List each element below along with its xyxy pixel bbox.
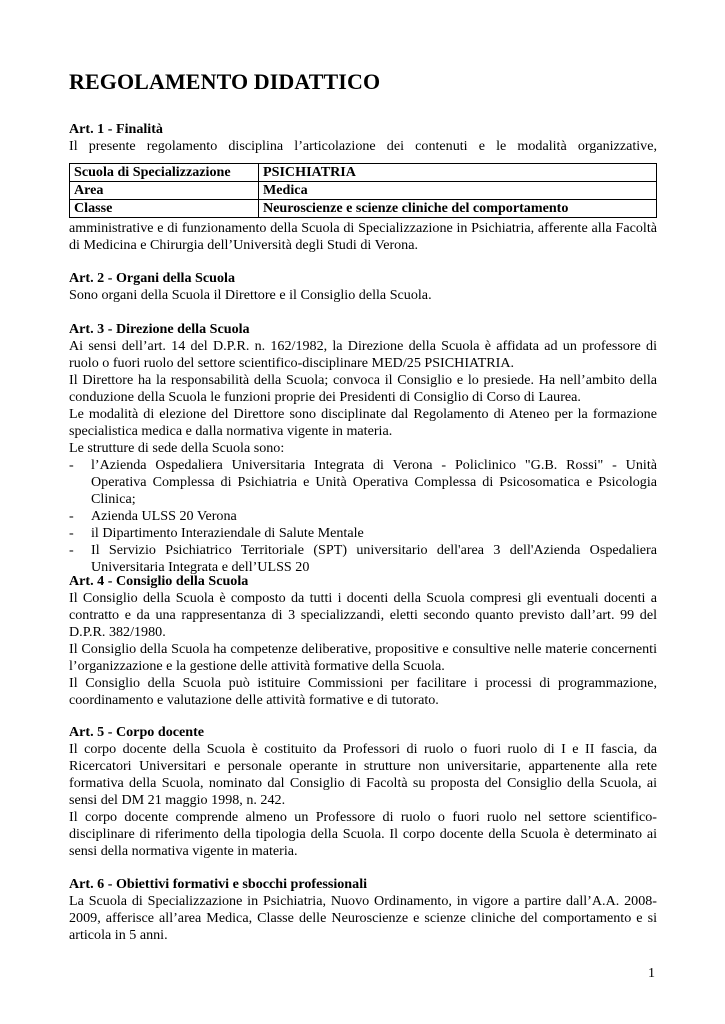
article-2 xyxy=(69,270,657,304)
list-item: - il Dipartimento Interaziendale di Salute Mentale xyxy=(69,525,657,542)
article-5-heading: Art. 5 - Corpo docente xyxy=(69,724,205,740)
article-3-paragraph: Le strutture di sede della Scuola sono: xyxy=(69,440,285,456)
table-row xyxy=(70,182,657,200)
structures-list xyxy=(69,457,657,576)
article-4-paragraph: Il Consiglio della Scuola ha competenze deliberative, propositive e consultive nelle materie concernenti l’organizzazione e la gestione delle attività formative della Scuola. xyxy=(69,641,657,674)
list-item: - Il Servizio Psichiatrico Territoriale (SPT) universitario dell'area 3 dell'Azienda Ospedaliera Universitaria Integrata e dell’ULSS 20 xyxy=(69,542,657,576)
article-4 xyxy=(69,573,657,709)
article-6-heading: Art. 6 - Obiettivi formativi e sbocchi professionali xyxy=(69,876,368,892)
list-item: - l’Azienda Ospedaliera Universitaria Integrata di Verona - Policlinico "G.B. Rossi" - Unità Operativa Complessa di Psichiatria e Unità Operativa Complessa di Psicosomatica e Psicologia Clinica; xyxy=(69,457,657,508)
article-6 xyxy=(69,876,657,944)
article-3-paragraph: Ai sensi dell’art. 14 del D.P.R. n. 162/1982, la Direzione della Scuola è affidata ad un professore di ruolo o fuori ruolo del settore scientifico-disciplinare MED/25 PSICHIATRIA. xyxy=(69,338,657,371)
article-6-paragraph: La Scuola di Specializzazione in Psichiatria, Nuovo Ordinamento, in vigore a partire dall’A.A. 2008-2009, afferisce all’area Medica, Classe delle Neuroscienze e scienze cliniche del comportamento e si articola in 5 anni. xyxy=(69,893,657,943)
article-5-paragraph: Il corpo docente comprende almeno un Professore di ruolo o fuori ruolo nel settore scientifico-disciplinare di riferimento della tipologia della Scuola. Il corpo docente della Scuola è determinato ai sensi della normativa vigente in materia. xyxy=(69,809,657,859)
table-cell-label: Area xyxy=(70,182,259,200)
article-5-paragraph: Il corpo docente della Scuola è costituito da Professori di ruolo o fuori ruolo di I e II fascia, da Ricercatori Universitari e personale operante in strutture non universitarie, appartenente alla rete formativa della Scuola, nominato dal Consiglio di Facoltà su proposta del Consiglio della Scuola, ai sensi del DM 21 maggio 1998, n. 242. xyxy=(69,741,657,808)
article-3-paragraph: Il Direttore ha la responsabilità della Scuola; convoca il Consiglio e lo presiede. Ha nell’ambito della conduzione della Scuola le funzioni proprie dei Presidenti di Consiglio di Corso di Laurea. xyxy=(69,372,657,405)
article-2-heading: Art. 2 - Organi della Scuola xyxy=(69,270,235,286)
specialization-info-table xyxy=(69,163,657,218)
page-number: 1 xyxy=(648,966,655,981)
table-row xyxy=(70,200,657,218)
table-cell-label: Scuola di Specializzazione xyxy=(70,164,259,182)
article-3-heading: Art. 3 - Direzione della Scuola xyxy=(69,321,250,337)
article-1-heading: Art. 1 - Finalità xyxy=(69,121,163,137)
article-1 xyxy=(69,121,657,155)
article-1-intro: Il presente regolamento disciplina l’articolazione dei contenuti e le modalità organizzative, xyxy=(69,138,657,154)
article-4-heading: Art. 4 - Consiglio della Scuola xyxy=(69,573,249,589)
article-4-paragraph: Il Consiglio della Scuola è composto da tutti i docenti della Scuola compresi gli eventuali docenti a contratto e da una rappresentanza di 3 specializzandi, eletti secondo quanto previsto dall’art. 99 del D.P.R. 382/1980. xyxy=(69,590,657,640)
table-cell-value: Medica xyxy=(259,182,657,200)
document-title: REGOLAMENTO DIDATTICO xyxy=(69,69,381,94)
article-2-text: Sono organi della Scuola il Direttore e il Consiglio della Scuola. xyxy=(69,287,432,303)
list-item: - Azienda ULSS 20 Verona xyxy=(69,508,657,525)
table-cell-value: PSICHIATRIA xyxy=(259,164,657,182)
article-1-continuation: amministrative e di funzionamento della Scuola di Specializzazione in Psichiatria, afferente alla Facoltà di Medicina e Chirurgia dell’Università degli Studi di Verona. xyxy=(69,220,657,253)
article-4-paragraph: Il Consiglio della Scuola può istituire Commissioni per facilitare i processi di programmazione, coordinamento e valutazione delle attività formative e di tutorato. xyxy=(69,675,657,708)
table-cell-label: Classe xyxy=(70,200,259,218)
article-3-paragraph: Le modalità di elezione del Direttore sono disciplinate dal Regolamento di Ateneo per la formazione specialistica medica e dalla normativa vigente in materia. xyxy=(69,406,657,439)
table-row xyxy=(70,164,657,182)
table-cell-value: Neuroscienze e scienze cliniche del comportamento xyxy=(259,200,657,218)
article-3 xyxy=(69,321,657,576)
article-5 xyxy=(69,724,657,860)
